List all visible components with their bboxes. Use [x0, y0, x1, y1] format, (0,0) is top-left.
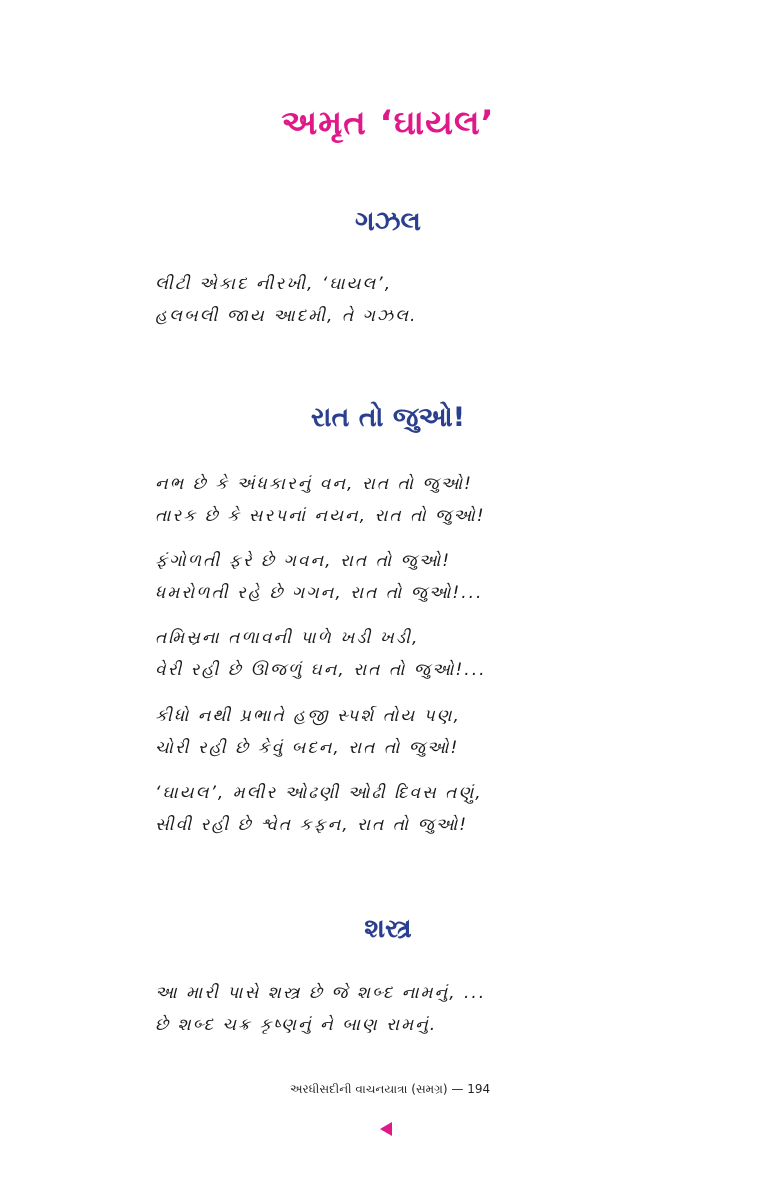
verse-line: તમિસ્રના તળાવની પાળે ખડી ખડી,: [155, 628, 420, 648]
verse-line: હલબલી જાય આદમી, તે ગઝલ.: [155, 306, 418, 326]
verse-line: લીટી એકાદ નીરખી, ‘ઘાયલ’,: [155, 274, 393, 294]
verse-line: નભ છે કે અંધકારનું વન, રાત તો જુઓ!: [155, 474, 473, 494]
verse-line: છે શબ્દ ચક્ર કૃષ્ણનું ને બાણ રામનું.: [155, 1015, 438, 1035]
verse-line: ‘ઘાયલ’, મલીર ઓઢણી ઓઢી દિવસ તણું,: [155, 783, 483, 803]
verse-line: વેરી રહી છે ઊજળું ઘન, રાત તો જુઓ!...: [155, 660, 487, 680]
stanza: [155, 700, 595, 764]
stanza: [155, 622, 595, 686]
stanza: [155, 777, 595, 841]
left-arrow-icon[interactable]: [380, 1122, 392, 1136]
verse-line: કીધો નથી પ્રભાતે હજી સ્પર્શ તોય પણ,: [155, 706, 461, 726]
verse-line: આ મારી પાસે શસ્ત્ર છે જે શબ્દ નામનું, ...: [155, 983, 487, 1003]
verse-line: ધમરોળતી રહે છે ગગન, રાત તો જુઓ!...: [155, 583, 484, 603]
verse-line: સીવી રહી છે શ્વેત કફન, રાત તો જુઓ!: [155, 815, 469, 835]
poem-title-shastra: શસ્ત્ર: [364, 913, 412, 944]
author-name: અમૃત ‘ઘાયલ’: [281, 103, 495, 143]
page-footer: અરધીસદીની વાચનયાત્રા (સમગ્ર) — 194: [289, 1082, 491, 1096]
verse-line: તારક છે કે સરપનાં નયન, રાત તો જુઓ!: [155, 506, 486, 526]
verse-line: ફંગોળતી ફરે છે ગવન, રાત તો જુઓ!: [155, 551, 452, 571]
poem-title-raat-to-juo: રાત તો જુઓ!: [310, 402, 466, 433]
stanza: [155, 268, 595, 332]
stanza: [155, 977, 595, 1041]
verse-line: ચોરી રહી છે કેવું બદન, રાત તો જુઓ!: [155, 738, 460, 758]
stanza: [155, 468, 595, 532]
stanza: [155, 545, 595, 609]
poem-title-gazal: ગઝલ: [355, 206, 421, 237]
